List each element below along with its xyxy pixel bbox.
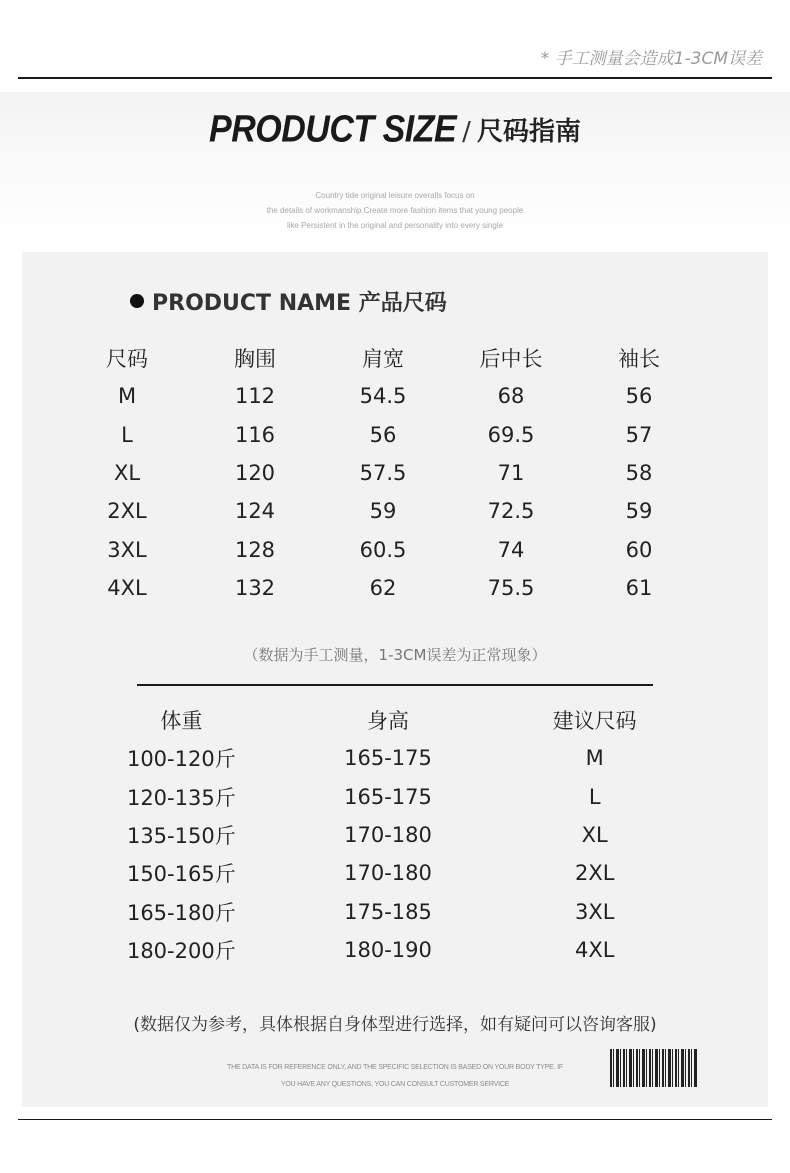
table-cell: 58 <box>625 461 653 486</box>
table-cell: 150-165斤 <box>126 862 236 887</box>
subtitle-line: like Persistent in the original and personality into every single <box>286 221 504 230</box>
table-row <box>78 931 698 969</box>
reference-note: (数据仅为参考，具体根据自身体型进行选择，如有疑问可以咨询客服) <box>133 1015 657 1035</box>
table-cell: 56 <box>369 422 397 447</box>
table-cell: 71 <box>497 461 525 486</box>
table-cell: 57.5 <box>359 461 407 486</box>
table-cell: 72.5 <box>487 499 535 524</box>
table-cell: XL <box>113 461 141 486</box>
table-header-row <box>63 339 703 377</box>
table-cell: 68 <box>497 384 525 409</box>
table-header-row <box>78 701 698 739</box>
table-row <box>63 530 703 568</box>
table-cell: 124 <box>234 499 276 524</box>
table-cell: 175-185 <box>344 899 432 924</box>
table-cell: 170-180 <box>344 823 432 848</box>
header-cell: 肩宽 <box>362 347 404 372</box>
table-cell: 75.5 <box>487 575 535 600</box>
english-disclaimer <box>200 1059 590 1093</box>
title-separator: / <box>462 117 471 147</box>
table-row <box>63 377 703 415</box>
bullet-dot-icon <box>130 294 144 308</box>
table-cell: 74 <box>497 537 525 562</box>
table-cell: L <box>588 784 601 809</box>
table-cell: XL <box>581 823 608 848</box>
table-cell: L <box>121 422 133 447</box>
table-row <box>63 492 703 530</box>
subtitle-line: Country tide original leisure overalls focus on <box>315 191 475 200</box>
table-cell: 4XL <box>107 575 147 600</box>
table-cell: M <box>585 746 604 771</box>
table-row <box>78 778 698 816</box>
table-cell: 60 <box>625 537 653 562</box>
barcode-icon <box>610 1049 698 1087</box>
header-cell: 后中长 <box>479 347 543 372</box>
table-cell: 2XL <box>107 499 147 524</box>
table-cell: 120-135斤 <box>126 785 236 810</box>
measurement-error-note: * 手工测量会造成1-3CM误差 <box>540 49 762 69</box>
table-cell: 128 <box>234 537 276 562</box>
size-table <box>63 339 703 607</box>
recommendation-table <box>78 701 698 969</box>
table-cell: 56 <box>625 384 653 409</box>
table-row <box>63 416 703 454</box>
table-cell: 112 <box>234 384 276 409</box>
table-cell: 180-200斤 <box>126 938 236 963</box>
table-cell: 132 <box>234 575 276 600</box>
table-cell: 60.5 <box>359 537 407 562</box>
table-cell: 135-150斤 <box>126 824 236 849</box>
header-cell: 体重 <box>160 709 203 734</box>
table-row <box>78 854 698 892</box>
table-cell: 59 <box>369 499 397 524</box>
header-cell: 身高 <box>367 709 409 734</box>
subtitle-line: the details of workmanship Create more fashion items that young people <box>266 206 524 215</box>
table-cell: 54.5 <box>359 384 407 409</box>
table-cell: 120 <box>234 461 276 486</box>
section-title-text: PRODUCT NAME 产品尺码 <box>152 291 447 316</box>
table-cell: 3XL <box>574 899 615 924</box>
disclaimer-line: THE DATA IS FOR REFERENCE ONLY, AND THE SPECIFIC SELECTION IS BASED ON YOUR BODY TYPE. IF <box>227 1064 563 1071</box>
header-cell: 袖长 <box>618 347 660 372</box>
table-row <box>63 454 703 492</box>
table-row <box>78 892 698 930</box>
table-row <box>63 569 703 607</box>
disclaimer-line: YOU HAVE ANY QUESTIONS, YOU CAN CONSULT CUSTOMER SERVICE <box>280 1081 510 1088</box>
table-cell: 69.5 <box>487 422 535 447</box>
table-cell: 100-120斤 <box>126 747 236 772</box>
table-cell: 57 <box>625 422 653 447</box>
title-english: PRODUCT SIZE <box>209 107 457 151</box>
table-row <box>78 739 698 777</box>
section-divider <box>137 684 653 686</box>
header-cell: 尺码 <box>106 347 148 372</box>
table-cell: 2XL <box>574 861 615 886</box>
table-cell: 61 <box>625 575 653 600</box>
bottom-divider <box>18 1119 772 1120</box>
header-cell: 胸围 <box>234 347 276 372</box>
page-title <box>0 107 790 151</box>
table-cell: 165-175 <box>344 784 432 809</box>
table-cell: 180-190 <box>344 937 432 962</box>
table-cell: 3XL <box>107 537 147 562</box>
table-cell: 165-180斤 <box>126 900 236 925</box>
header-cell: 建议尺码 <box>552 709 637 734</box>
table-cell: 59 <box>625 499 653 524</box>
table-cell: 165-175 <box>344 746 432 771</box>
table-row <box>78 816 698 854</box>
table-cell: 170-180 <box>344 861 432 886</box>
header-subtitle <box>0 188 790 233</box>
section-title <box>130 286 447 317</box>
table-cell: 116 <box>234 422 276 447</box>
title-chinese: 尺码指南 <box>476 117 581 147</box>
top-divider <box>18 77 772 79</box>
table-cell: 4XL <box>574 937 615 962</box>
measurement-note: （数据为手工测量，1-3CM误差为正常现象） <box>243 646 547 664</box>
table-cell: M <box>117 384 137 409</box>
table-cell: 62 <box>369 575 397 600</box>
